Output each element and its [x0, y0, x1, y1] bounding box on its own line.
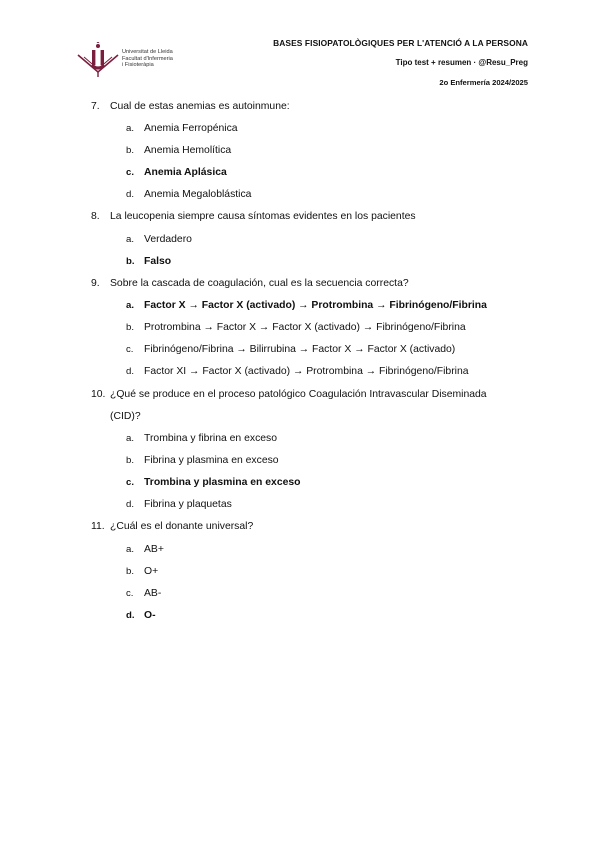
option-text: Fibrina y plaquetas — [144, 499, 232, 510]
question-text: Cual de estas anemias es autoinmune: — [110, 101, 290, 112]
option-11d-correct — [126, 609, 156, 622]
option-letter: a. — [126, 123, 135, 134]
option-9a-correct — [126, 299, 487, 312]
option-letter: c. — [126, 344, 134, 355]
question-7 — [91, 100, 290, 113]
option-letter: a. — [126, 300, 135, 311]
option-letter: d. — [126, 366, 135, 377]
option-text: Falso — [144, 256, 172, 267]
question-number: 9. — [91, 278, 100, 289]
option-10a — [126, 432, 277, 445]
question-text: (CID)? — [110, 411, 141, 422]
option-text: Fibrina y plasmina en exceso — [144, 455, 279, 466]
question-text: La leucopenia siempre causa síntomas evidentes en los pacientes — [110, 211, 416, 222]
question-number: 10. — [91, 389, 106, 400]
option-text: Anemia Aplásica — [144, 167, 227, 178]
option-text: Factor X → Factor X (activado) → Protrombina → Fibrinógeno/Fibrina — [144, 300, 487, 311]
option-7d — [126, 188, 251, 201]
option-letter: d. — [126, 610, 135, 621]
option-10c-correct — [126, 476, 301, 489]
option-9c — [126, 343, 455, 356]
university-crest-icon — [76, 42, 120, 78]
option-text: O- — [144, 610, 156, 621]
option-11b — [126, 565, 158, 578]
question-10-continuation — [110, 410, 141, 423]
option-11a — [126, 543, 164, 556]
question-text: ¿Qué se produce en el proceso patológico Coagulación Intravascular Diseminada — [110, 389, 487, 400]
option-11c — [126, 587, 161, 600]
option-8a — [126, 233, 192, 246]
logo-text-line: i Fisioteràpia — [122, 62, 154, 69]
option-7c-correct — [126, 166, 227, 179]
option-text: Anemia Megaloblástica — [144, 189, 252, 200]
option-text: Trombina y plasmina en exceso — [144, 477, 301, 488]
option-9b — [126, 321, 466, 334]
option-letter: b. — [126, 566, 135, 577]
question-text: Sobre la cascada de coagulación, cual es la secuencia correcta? — [110, 278, 409, 289]
option-text: AB+ — [144, 544, 164, 555]
logo-text-line: Universitat de Lleida — [122, 49, 173, 55]
question-number: 7. — [91, 101, 100, 112]
option-letter: d. — [126, 189, 135, 200]
option-letter: a. — [126, 234, 135, 245]
option-text: Fibrinógeno/Fibrina → Bilirrubina → Factor X → Factor X (activado) — [144, 344, 456, 355]
option-letter: a. — [126, 433, 135, 444]
option-7b — [126, 144, 231, 157]
option-text: Trombina y fibrina en exceso — [144, 433, 278, 444]
option-letter: a. — [126, 544, 135, 555]
option-letter: d. — [126, 499, 135, 510]
option-8b-correct — [126, 255, 171, 268]
question-10 — [91, 388, 487, 401]
option-text: O+ — [144, 566, 159, 577]
question-number: 8. — [91, 211, 100, 222]
option-10d — [126, 498, 232, 511]
option-letter: b. — [126, 145, 135, 156]
option-letter: c. — [126, 167, 135, 178]
document-subtitle: Tipo test + resumen · @Resu_Preg — [395, 58, 528, 67]
option-letter: b. — [126, 256, 135, 267]
course-label: 2o Enfermería 2024/2025 — [439, 78, 528, 87]
option-text: Anemia Ferropénica — [144, 123, 238, 134]
option-letter: b. — [126, 455, 135, 466]
option-text: Factor XI → Factor X (activado) → Protrombina → Fibrinógeno/Fibrina — [144, 366, 469, 377]
question-text: ¿Cuál es el donante universal? — [110, 521, 254, 532]
option-10b — [126, 454, 279, 467]
option-9d — [126, 365, 469, 378]
option-text: Protrombina → Factor X → Factor X (activado) → Fibrinógeno/Fibrina — [144, 322, 466, 333]
option-7a — [126, 122, 238, 135]
option-letter: b. — [126, 322, 135, 333]
question-11 — [91, 520, 253, 533]
option-text: Verdadero — [144, 234, 192, 245]
university-logo — [76, 42, 196, 78]
logo-text-line: Facultat d'Infermeria — [122, 55, 173, 62]
option-letter: c. — [126, 477, 135, 488]
document-title: BASES FISIOPATOLÒGIQUES PER L'ATENCIÓ A LA PERSONA — [273, 38, 528, 48]
option-letter: c. — [126, 588, 134, 599]
question-number: 11. — [91, 521, 105, 532]
option-text: Anemia Hemolítica — [144, 145, 232, 156]
option-text: AB- — [144, 588, 162, 599]
question-9 — [91, 277, 409, 290]
question-8 — [91, 210, 416, 223]
